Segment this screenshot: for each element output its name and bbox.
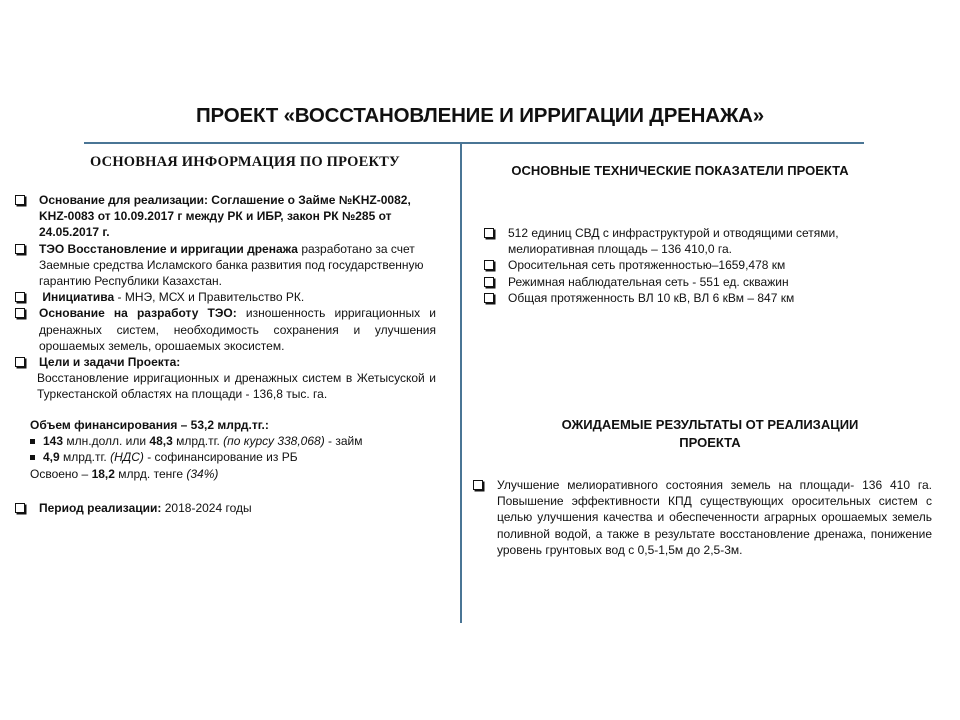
horizontal-divider [84,142,864,144]
list-item [484,274,884,290]
loan-rate: (по курсу 338,068) [223,434,325,449]
list-item [15,192,436,241]
vertical-divider [460,143,462,623]
expected-results-list [473,477,932,558]
checkbox-bullet-icon [484,260,494,270]
period-label: Период реализации: [39,501,162,515]
main-info-list [15,192,436,403]
list-item [15,500,435,516]
main-info-heading: ОСНОВНАЯ ИНФОРМАЦИЯ ПО ПРОЕКТУ [90,154,400,170]
spent-amount: 18,2 [91,466,115,481]
list-item [484,257,884,273]
tech-item-text: Режимная наблюдательная сеть - 551 ед. скважин [508,274,789,289]
cofin-text-2: - софинансирование из РБ [143,450,298,465]
results-heading-line-2: ПРОЕКТА [679,435,741,450]
initiative-text: - МНЭ, МСХ и Правительство РК. [114,290,305,305]
initiative-label: Инициатива [42,290,115,305]
loan-kzt: 48,3 [149,434,173,449]
checkbox-bullet-icon [15,308,25,318]
checkbox-bullet-icon [15,292,25,302]
period-block [15,500,435,516]
checkbox-bullet-icon [484,293,494,303]
cofin-vat: (НДС) [110,450,144,465]
list-item [15,289,436,305]
feasibility-title: ТЭО Восстановление и ирригации дренажа [39,241,298,256]
list-item [15,354,436,370]
checkbox-bullet-icon [15,244,25,254]
checkbox-bullet-icon [15,357,25,367]
development-basis-label: Основание на разработу ТЭО: [39,306,237,321]
list-item [15,305,436,354]
expected-results-heading [500,416,920,452]
spent-percent: (34%) [186,466,219,481]
spent-text: млрд. тенге [114,466,187,481]
goals-label: Цели и задачи Проекта: [39,355,181,370]
loan-text-3: - займ [324,434,363,449]
tech-item-text: Общая протяженность ВЛ 10 кВ, ВЛ 6 кВм – 847 км [508,290,795,305]
cofin-text-1: млрд.тг. [59,450,111,465]
period-value: 2018-2024 годы [161,501,252,515]
tech-indicators-heading: ОСНОВНЫЕ ТЕХНИЧЕСКИЕ ПОКАЗАТЕЛИ ПРОЕКТА [511,163,849,178]
list-item [15,241,436,290]
checkbox-bullet-icon [15,503,25,513]
loan-text-2: млрд.тг. [172,434,224,449]
checkbox-bullet-icon [473,480,483,490]
checkbox-bullet-icon [15,195,25,205]
list-item [484,225,884,257]
financing-loan [30,433,450,449]
tech-item-text: 512 единиц СВД с инфраструктурой и отводящими сетями, мелиоративная площадь – 136 410,0 га. [508,226,839,257]
financing-spent [30,466,450,482]
loan-usd: 143 [43,434,64,449]
tech-item-text: Оросительная сеть протяженностью–1659,478 км [508,258,786,273]
checkbox-bullet-icon [484,228,494,238]
list-item [473,477,932,558]
list-item [484,290,884,306]
cofin-amount: 4,9 [43,450,60,465]
tech-indicators-list [484,225,884,306]
feasibility-text: разработано за счет Заемные средства Исламского банка развития под государственную гарантию Республики Казахстан. [39,241,424,289]
financing-block [30,417,450,482]
development-basis-text: изношенность ирригационных и дренажных систем, необходимость сохранения и улучшения орошаемых земель, орошаемых экосистем. [39,306,437,353]
checkbox-bullet-icon [484,277,494,287]
page-title: ПРОЕКТ «ВОССТАНОВЛЕНИЕ И ИРРИГАЦИИ ДРЕНАЖА» [196,104,764,127]
loan-text-1: млн.долл. или [63,434,150,449]
square-bullet-icon [30,455,35,460]
results-text: Улучшение мелиоративного состояния земель на площади- 136 410 га. Повышение эффективности КПД существующих оросительных систем с целью улучшения качества и обеспеченности аграрных орошаемых земель поливной водой, а также в результате восстановление дренажа, понижение уровень грунтовых вод с 0,5-1,5м до 2,5-3м. [497,478,932,557]
spent-prefix: Освоено – [30,466,92,481]
financing-heading: Объем финансирования – 53,2 млрд.тг.: [30,418,269,432]
results-heading-line-1: ОЖИДАЕМЫЕ РЕЗУЛЬТАТЫ ОТ РЕАЛИЗАЦИИ [561,417,859,432]
goals-text: Восстановление ирригационных и дренажных систем в Жетысуской и Туркестанской областях на площади - 136,8 тыс. га. [37,371,436,402]
financing-cofinancing [30,449,450,465]
basis-text: Основание для реализации: Соглашение о Займе №KHZ-0082, KHZ-0083 от 10.09.2017 г между РК и ИБР, закон РК №285 от 24.05.2017 г. [39,193,411,240]
square-bullet-icon [30,439,35,444]
